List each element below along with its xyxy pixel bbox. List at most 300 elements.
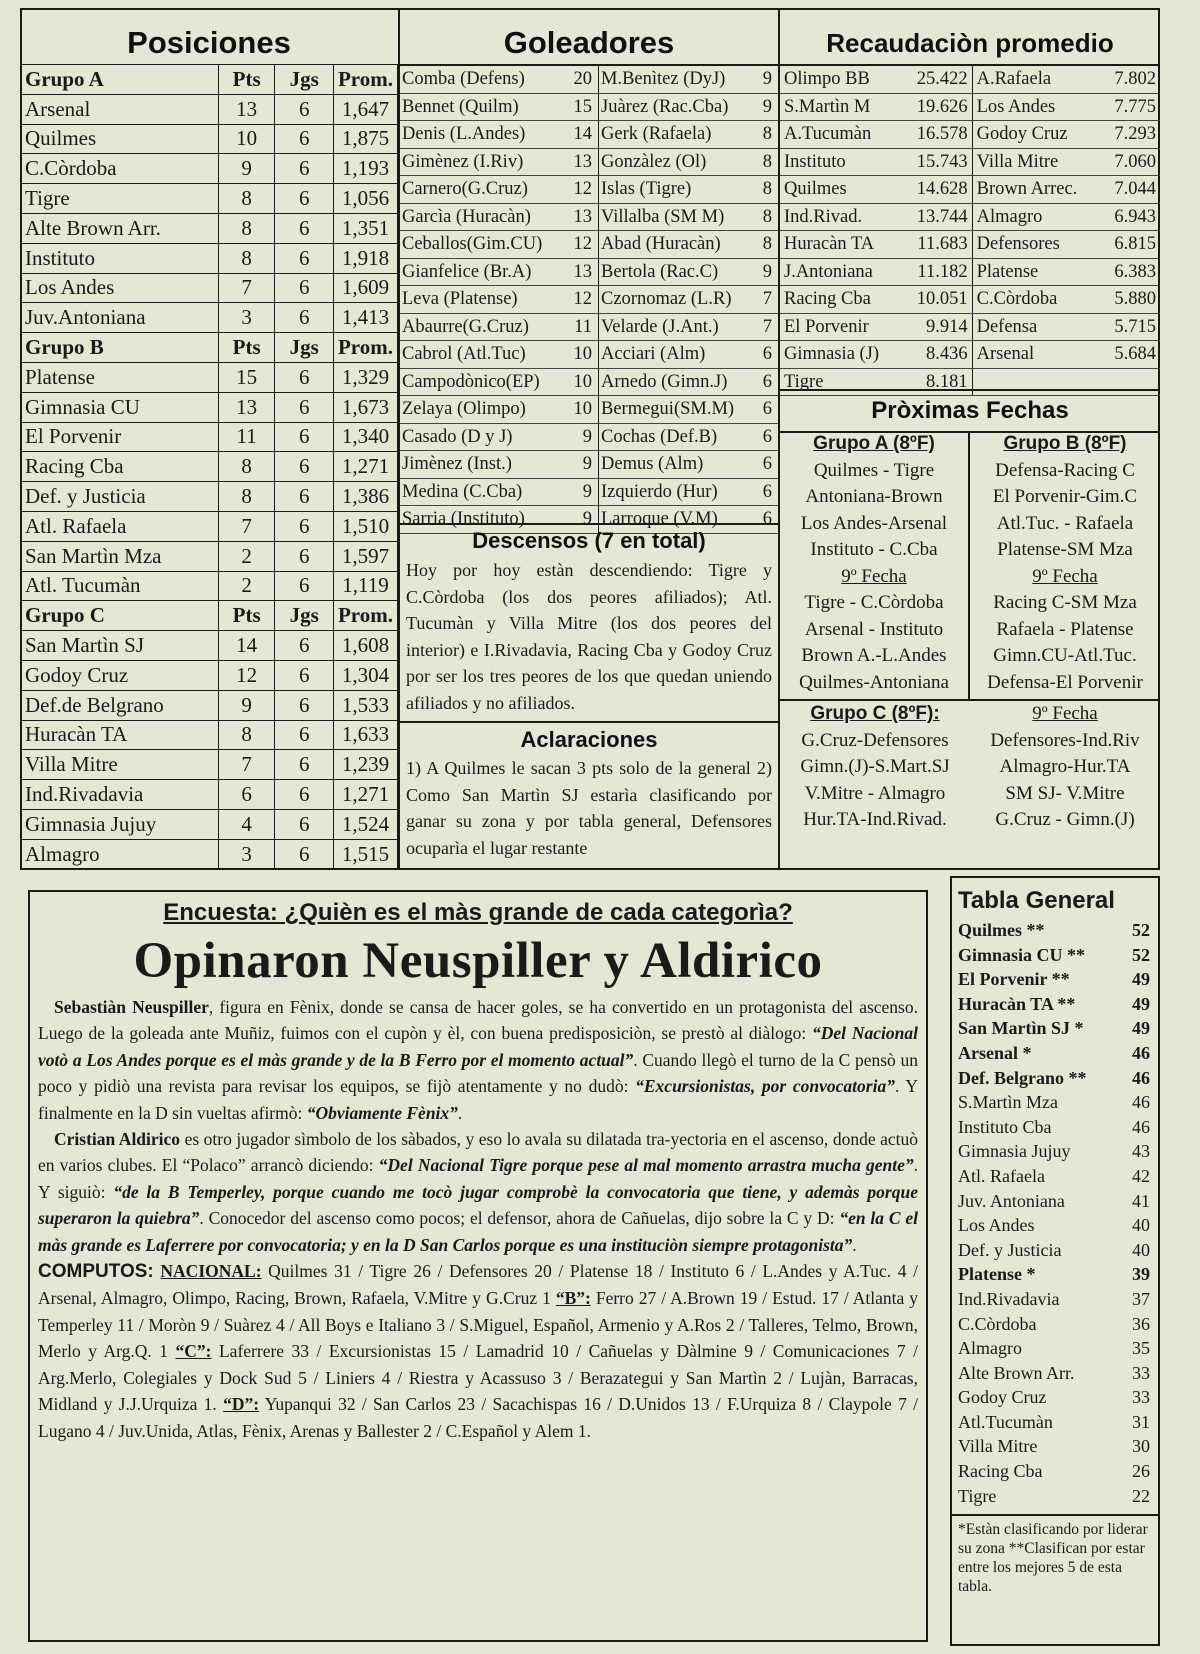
- player-name: Zelaya (Olimpo): [400, 396, 567, 424]
- tabla-general-row: [952, 1434, 1158, 1459]
- points: 46: [1132, 1042, 1150, 1063]
- player-name: Bertola (Rac.C): [599, 258, 758, 286]
- aldirico-name: Cristian Aldirico: [54, 1129, 181, 1150]
- goleador-row: [400, 176, 778, 204]
- team-name: Alte Brown Arr.: [21, 213, 219, 243]
- d-label: “D”:: [223, 1394, 260, 1415]
- tabla-general-note: *Estàn clasificando por liderar su zona **Clasifican por estar entre los mejores 5 de esta tabla.: [952, 1514, 1158, 1600]
- posiciones-row: [21, 660, 398, 690]
- stat-cell: 10: [218, 124, 275, 154]
- club-name: Almagro: [972, 203, 1101, 231]
- team-name: Juv. Antoniana: [958, 1190, 1065, 1211]
- stat-cell: 4: [218, 809, 275, 839]
- average-value: 13.744: [902, 203, 972, 231]
- aclaraciones-text: 1) A Quilmes le sacan 3 pts solo de la general 2) Como San Martìn SJ estarìa clasificando por ganar su zona y por tabla general, Defensores ocuparìa el lugar restante: [406, 758, 772, 858]
- team-name: Platense *: [958, 1264, 1036, 1285]
- p1-text-d: .: [457, 1102, 463, 1123]
- recaudacion-row: [780, 258, 1160, 286]
- stat-cell: 6: [275, 541, 334, 571]
- goleador-row: [400, 313, 778, 341]
- team-name: Los Andes: [958, 1215, 1035, 1236]
- stat-cell: 8: [218, 213, 275, 243]
- team-name: San Martìn SJ *: [958, 1018, 1084, 1039]
- points: 49: [1132, 969, 1150, 990]
- average-value: 7.802: [1101, 66, 1160, 93]
- average-value: 15.743: [902, 148, 972, 176]
- tabla-general-list: [952, 918, 1158, 1508]
- average-value: 7.293: [1101, 121, 1160, 149]
- proximas-title: Pròximas Fechas: [780, 391, 1160, 433]
- stat-cell: 8: [218, 482, 275, 512]
- player-name: Islas (Tigre): [599, 176, 758, 204]
- column-header: Jgs: [275, 333, 334, 363]
- team-name: Gimnasia CU **: [958, 944, 1086, 965]
- posiciones-group-header: [21, 333, 398, 363]
- fixture-match: Almagro-Hur.TA: [999, 756, 1131, 777]
- team-name: El Porvenir: [21, 422, 219, 452]
- team-name: San Martìn SJ: [21, 631, 219, 661]
- tabla-general-row: [952, 1238, 1158, 1263]
- group-name: Grupo A: [21, 65, 219, 95]
- stat-cell: 6: [275, 243, 334, 273]
- stat-cell: 1,056: [333, 184, 397, 214]
- points: 49: [1132, 993, 1150, 1014]
- posiciones-row: [21, 94, 398, 124]
- tabla-general-row: [952, 943, 1158, 968]
- tabla-general-title: Tabla General: [958, 887, 1115, 914]
- goal-count: 10: [567, 396, 598, 424]
- tabla-general-row: [952, 1287, 1158, 1312]
- fixture-match: Defensores-Ind.Riv: [990, 729, 1140, 751]
- fixture-match: Arsenal - Instituto: [804, 618, 944, 640]
- team-name: Ind.Rivadavia: [21, 780, 219, 810]
- stat-cell: 6: [275, 660, 334, 690]
- column-header: Prom.: [333, 601, 397, 631]
- points: 40: [1132, 1215, 1150, 1236]
- aclaraciones-title: Aclaraciones: [520, 727, 658, 752]
- player-name: Villalba (SM M): [599, 203, 758, 231]
- tabla-general-row: [952, 1336, 1158, 1361]
- goal-count: 9: [567, 478, 598, 506]
- stat-cell: 6: [275, 482, 334, 512]
- b-label: “B”:: [555, 1288, 591, 1309]
- goal-count: 6: [758, 341, 778, 369]
- neuspiller-name: Sebastiàn Neuspiller: [54, 997, 209, 1017]
- stat-cell: 1,510: [333, 511, 397, 541]
- goal-count: 9: [567, 451, 598, 479]
- club-name: A.Tucumàn: [780, 121, 902, 149]
- goal-count: 13: [567, 258, 598, 286]
- player-name: Leva (Platense): [400, 286, 567, 314]
- goal-count: 7: [758, 313, 778, 341]
- fixture-match: G.Cruz-Defensores: [801, 729, 949, 751]
- encuesta-kicker: Encuesta: ¿Quièn es el màs grande de cada categorìa?: [163, 899, 793, 926]
- posiciones-section: [20, 8, 400, 870]
- posiciones-row: [21, 243, 398, 273]
- recaudacion-row: [780, 176, 1160, 204]
- goal-count: 8: [758, 148, 778, 176]
- goal-count: 8: [758, 121, 778, 149]
- encuesta-body: [38, 994, 918, 1444]
- column-header: Pts: [218, 333, 275, 363]
- player-name: Gimènez (I.Riv): [400, 148, 567, 176]
- p1-text-a: , figura en Fènix, donde se cansa de hacer goles, se ha convertido en un protagonista del ascenso. Luego de la goleada ante Muñiz, fuimos con el cupòn y èl, con buena predisposiciòn, se prestò al diàlogo:: [38, 997, 918, 1044]
- p2-quote-1: “Del Nacional Tigre porque pese al mal momento arrastra mucha gente”: [378, 1155, 914, 1176]
- club-name: Los Andes: [972, 93, 1101, 121]
- stat-cell: 6: [275, 631, 334, 661]
- posiciones-table: [20, 64, 398, 870]
- nacional-text: Quilmes 31 / Tigre 26 / Defensores 20 / Platense 18 / Instituto 6 / L.Andes y A.Tuc. 4 / Arsenal, Almagro, Olimpo, Racing, Brown, Rafaela, V.Mitre y G.Cruz 1: [38, 1261, 919, 1309]
- team-name: Racing Cba: [958, 1461, 1043, 1482]
- posiciones-row: [21, 631, 398, 661]
- stat-cell: 1,875: [333, 124, 397, 154]
- goleador-row: [400, 341, 778, 369]
- player-name: Cabrol (Atl.Tuc): [400, 341, 567, 369]
- points: 31: [1132, 1411, 1150, 1432]
- fixture-round-head: 9º Fecha: [1032, 565, 1098, 587]
- goal-count: 6: [758, 506, 778, 534]
- goal-count: 10: [567, 341, 598, 369]
- points: 52: [1132, 920, 1150, 940]
- fixture-match: Platense-SM Mza: [997, 539, 1133, 560]
- stat-cell: 9: [218, 690, 275, 720]
- stat-cell: 7: [218, 750, 275, 780]
- club-name: S.Martìn M: [780, 93, 902, 121]
- stat-cell: 1,609: [333, 273, 397, 303]
- fixture-match: Defensa-Racing C: [995, 459, 1135, 481]
- goal-count: 13: [567, 148, 598, 176]
- team-name: Gimnasia CU: [21, 392, 219, 422]
- club-name: Platense: [972, 258, 1101, 286]
- team-name: Def. y Justicia: [958, 1239, 1062, 1260]
- average-value: 8.181: [902, 368, 972, 396]
- points: 36: [1132, 1313, 1150, 1334]
- proximas-section: [780, 391, 1160, 870]
- goleador-row: [400, 423, 778, 451]
- goleador-row: [400, 66, 778, 93]
- team-name: Instituto Cba: [958, 1116, 1052, 1137]
- recaudacion-row: [780, 286, 1160, 314]
- d-text: Yupanqui 32 / San Carlos 23 / Sacachispas 16 / D.Unidos 13 / F.Urquiza 8 / Claypole 7 / Lugano 4 / Juv.Unida, Atlas, Fènix, Arenas y Ballester 2 / C.Español y Alem 1.: [38, 1394, 919, 1441]
- recaudacion-row: [780, 148, 1160, 176]
- tabla-general-section: [950, 876, 1160, 1646]
- fixture-group-head: Grupo B (8ºF): [1003, 433, 1127, 454]
- goal-count: 6: [758, 478, 778, 506]
- club-name: Defensores: [972, 231, 1101, 259]
- goal-count: 11: [567, 313, 598, 341]
- recaudacion-row: [780, 93, 1160, 121]
- fixture-match: Brown A.-L.Andes: [801, 645, 947, 666]
- column-header: Pts: [218, 65, 275, 95]
- player-name: Garcìa (Huracàn): [400, 203, 567, 231]
- fixture-match: Defensa-El Porvenir: [987, 671, 1143, 693]
- stat-cell: 1,271: [333, 452, 397, 482]
- team-name: Tigre: [21, 184, 219, 214]
- goleadores-title: Goleadores: [400, 8, 778, 66]
- stat-cell: 6: [275, 94, 334, 124]
- stat-cell: 1,647: [333, 94, 397, 124]
- team-name: Def. y Justicia: [21, 482, 219, 512]
- stat-cell: 6: [275, 780, 334, 810]
- goal-count: 12: [567, 176, 598, 204]
- points: 39: [1132, 1264, 1150, 1285]
- club-name: Defensa: [972, 313, 1101, 341]
- tabla-general-row: [952, 918, 1158, 943]
- stat-cell: 6: [275, 124, 334, 154]
- points: 46: [1132, 1067, 1150, 1088]
- column-header: Jgs: [275, 601, 334, 631]
- posiciones-row: [21, 541, 398, 571]
- team-name: Arsenal: [21, 94, 219, 124]
- player-name: Jimènez (Inst.): [400, 451, 567, 479]
- posiciones-row: [21, 482, 398, 512]
- team-name: Instituto: [21, 243, 219, 273]
- team-name: El Porvenir **: [958, 969, 1070, 990]
- fixture-match: Rafaela - Platense: [996, 618, 1134, 640]
- goal-count: 6: [758, 368, 778, 396]
- team-name: C.Còrdoba: [21, 154, 219, 184]
- average-value: 5.880: [1101, 286, 1160, 314]
- stat-cell: 1,329: [333, 362, 397, 392]
- average-value: 7.060: [1101, 148, 1160, 176]
- goal-count: 6: [758, 423, 778, 451]
- posiciones-group-header: [21, 65, 398, 95]
- team-name: Huracàn TA **: [958, 993, 1076, 1014]
- player-name: Abad (Huracàn): [599, 231, 758, 259]
- stat-cell: 6: [275, 750, 334, 780]
- descensos-section: [400, 523, 780, 723]
- club-name: Instituto: [780, 148, 902, 176]
- posiciones-row: [21, 392, 398, 422]
- goal-count: 9: [567, 506, 598, 534]
- fixture-match: G.Cruz - Gimn.(J): [995, 809, 1135, 830]
- computos: [38, 1258, 918, 1444]
- posiciones-group-header: [21, 601, 398, 631]
- points: 46: [1132, 1092, 1150, 1113]
- points: 52: [1132, 944, 1150, 965]
- fixture-match: SM SJ- V.Mitre: [1005, 782, 1125, 804]
- stat-cell: 11: [218, 422, 275, 452]
- points: 35: [1132, 1338, 1150, 1359]
- stat-cell: 1,271: [333, 780, 397, 810]
- average-value: 5.684: [1101, 341, 1160, 369]
- fixture-round-head: 9º Fecha: [1032, 703, 1098, 724]
- average-value: 7.044: [1101, 176, 1160, 204]
- team-name: Godoy Cruz: [958, 1387, 1047, 1408]
- tabla-general-row: [952, 1066, 1158, 1091]
- tabla-general-row: [952, 1262, 1158, 1287]
- posiciones-row: [21, 780, 398, 810]
- stat-cell: 6: [275, 839, 334, 869]
- average-value: 5.715: [1101, 313, 1160, 341]
- average-value: 11.182: [902, 258, 972, 286]
- player-name: Acciari (Alm): [599, 341, 758, 369]
- player-name: Gerk (Rafaela): [599, 121, 758, 149]
- stat-cell: 14: [218, 631, 275, 661]
- team-name: Tigre: [958, 1485, 997, 1506]
- average-value: 25.422: [902, 66, 972, 93]
- goleador-row: [400, 231, 778, 259]
- player-name: Demus (Alm): [599, 451, 758, 479]
- recaudacion-row: [780, 231, 1160, 259]
- p1-quote-3: “Obviamente Fènix”: [306, 1102, 458, 1123]
- player-name: Medina (C.Cba): [400, 478, 567, 506]
- points: 40: [1132, 1239, 1150, 1260]
- club-name: Olimpo BB: [780, 66, 902, 93]
- fixture-group-head: Grupo C (8ºF):: [810, 703, 940, 724]
- stat-cell: 6: [275, 213, 334, 243]
- club-name: Tigre: [780, 368, 902, 396]
- goal-count: 9: [567, 423, 598, 451]
- team-name: Def. Belgrano **: [958, 1067, 1087, 1088]
- p2-quote-3: “en la C el màs grande es Laferrere por convocatoria; y en la D San Carlos porque es una instituciòn siempre protagonista”: [38, 1208, 919, 1255]
- team-name: S.Martìn Mza: [958, 1092, 1058, 1113]
- proximas-grupo-c: [780, 701, 1160, 870]
- posiciones-row: [21, 720, 398, 750]
- tabla-general-row: [952, 967, 1158, 992]
- player-name: Bermegui(SM.M): [599, 396, 758, 424]
- points: 49: [1132, 1018, 1150, 1039]
- p2-text-a: es otro jugador sìmbolo de los sàbados, y eso lo avala su dilatada tra-yectoria en el ascenso, donde actuò en varios clubes. El “Polaco” arrancò diciendo:: [38, 1129, 918, 1176]
- recaudacion-row: [780, 121, 1160, 149]
- tabla-general-row: [952, 1213, 1158, 1238]
- stat-cell: 1,119: [333, 571, 397, 601]
- goal-count: 8: [758, 176, 778, 204]
- player-name: Velarde (J.Ant.): [599, 313, 758, 341]
- club-name: Racing Cba: [780, 286, 902, 314]
- encuesta-headline: Opinaron Neuspiller y Aldirico: [133, 933, 823, 989]
- team-name: Almagro: [21, 839, 219, 869]
- stat-cell: 1,193: [333, 154, 397, 184]
- team-name: Gimnasia Jujuy: [21, 809, 219, 839]
- average-value: 6.943: [1101, 203, 1160, 231]
- encuesta-section: [28, 890, 928, 1642]
- club-name: A.Rafaela: [972, 66, 1101, 93]
- stat-cell: 1,597: [333, 541, 397, 571]
- goleador-row: [400, 258, 778, 286]
- club-name: El Porvenir: [780, 313, 902, 341]
- team-name: Def.de Belgrano: [21, 690, 219, 720]
- player-name: Gianfelice (Br.A): [400, 258, 567, 286]
- posiciones-title: Posiciones: [127, 25, 291, 60]
- tabla-general-row: [952, 1484, 1158, 1509]
- team-name: C.Còrdoba: [958, 1313, 1037, 1334]
- stat-cell: 1,524: [333, 809, 397, 839]
- fixture-match: Quilmes-Antoniana: [799, 671, 949, 693]
- descensos-text: Hoy por hoy estàn descendiendo: Tigre y C.Còrdoba (los dos peores afiliados); Atl. Tucumàn y Villa Mitre (los dos peores del interior) e I.Rivadavia, Racing Cba y Godoy Cruz por ser los tres peores de los que quedan uniendo afiliados y no afiliados.: [406, 560, 772, 713]
- stat-cell: 1,304: [333, 660, 397, 690]
- average-value: 7.775: [1101, 93, 1160, 121]
- tabla-general-row: [952, 1189, 1158, 1214]
- goleador-row: [400, 93, 778, 121]
- club-name: J.Antoniana: [780, 258, 902, 286]
- posiciones-row: [21, 511, 398, 541]
- tabla-general-row: [952, 1115, 1158, 1140]
- average-value: 8.436: [902, 341, 972, 369]
- column-header: Pts: [218, 601, 275, 631]
- stat-cell: 13: [218, 392, 275, 422]
- team-name: Villa Mitre: [958, 1436, 1038, 1457]
- stat-cell: 15: [218, 362, 275, 392]
- player-name: Juàrez (Rac.Cba): [599, 93, 758, 121]
- points: 22: [1132, 1485, 1150, 1506]
- goleador-row: [400, 396, 778, 424]
- points: 33: [1132, 1362, 1150, 1383]
- tabla-general-row: [952, 1041, 1158, 1066]
- player-name: Carnero(G.Cruz): [400, 176, 567, 204]
- team-name: Villa Mitre: [21, 750, 219, 780]
- stat-cell: 7: [218, 273, 275, 303]
- club-name: Quilmes: [780, 176, 902, 204]
- goal-count: 9: [758, 66, 778, 93]
- fixture-match: Los Andes-Arsenal: [800, 512, 948, 534]
- stat-cell: 1,386: [333, 482, 397, 512]
- player-name: Izquierdo (Hur): [599, 478, 758, 506]
- team-name: Huracàn TA: [21, 720, 219, 750]
- player-name: Czornomaz (L.R): [599, 286, 758, 314]
- stat-cell: 7: [218, 511, 275, 541]
- posiciones-row: [21, 750, 398, 780]
- team-name: Atl. Rafaela: [958, 1165, 1045, 1186]
- stat-cell: 2: [218, 541, 275, 571]
- tabla-general-row: [952, 992, 1158, 1017]
- team-name: Atl.Tucumàn: [958, 1411, 1053, 1432]
- column-header: Prom.: [333, 333, 397, 363]
- points: 26: [1132, 1461, 1150, 1482]
- goal-count: 14: [567, 121, 598, 149]
- team-name: San Martìn Mza: [21, 541, 219, 571]
- stat-cell: 8: [218, 452, 275, 482]
- posiciones-row: [21, 184, 398, 214]
- stat-cell: 1,673: [333, 392, 397, 422]
- recaudacion-title: Recaudaciòn promedio: [780, 8, 1160, 66]
- encuesta-paragraph-1: [38, 994, 918, 1126]
- p1-quote-1: “Del Nacional votò a Los Andes porque es el màs grande y de la B Ferro por el momento actual”: [38, 1023, 918, 1070]
- c-label: “C”:: [175, 1341, 212, 1362]
- stat-cell: 3: [218, 303, 275, 333]
- goal-count: 12: [567, 231, 598, 259]
- stat-cell: 8: [218, 720, 275, 750]
- tabla-general-row: [952, 1139, 1158, 1164]
- p2-text-d: .: [852, 1234, 857, 1255]
- fixture-match: El Porvenir-Gim.C: [992, 486, 1138, 507]
- stat-cell: 6: [275, 571, 334, 601]
- recaudacion-row: [780, 66, 1160, 93]
- player-name: Arnedo (Gimn.J): [599, 368, 758, 396]
- goal-count: 8: [758, 203, 778, 231]
- goal-count: 8: [758, 231, 778, 259]
- player-name: Abaurre(G.Cruz): [400, 313, 567, 341]
- p1-text-c: . Y finalmente en la D sin vueltas afirmò:: [38, 1076, 918, 1123]
- stat-cell: 8: [218, 243, 275, 273]
- goal-count: 7: [758, 286, 778, 314]
- descensos-title: Descensos (7 en total): [472, 528, 706, 553]
- team-name: Alte Brown Arr.: [958, 1362, 1075, 1383]
- team-name: Quilmes: [21, 124, 219, 154]
- stat-cell: 8: [218, 184, 275, 214]
- club-name: Brown Arrec.: [972, 176, 1101, 204]
- stat-cell: 6: [218, 780, 275, 810]
- team-name: Atl. Rafaela: [21, 511, 219, 541]
- stat-cell: 1,515: [333, 839, 397, 869]
- posiciones-row: [21, 690, 398, 720]
- posiciones-row: [21, 124, 398, 154]
- points: 43: [1132, 1141, 1150, 1162]
- stat-cell: 6: [275, 452, 334, 482]
- goleadores-table: [400, 66, 778, 534]
- player-name: M.Benìtez (DyJ): [599, 66, 758, 93]
- player-name: Larroque (V.M): [599, 506, 758, 534]
